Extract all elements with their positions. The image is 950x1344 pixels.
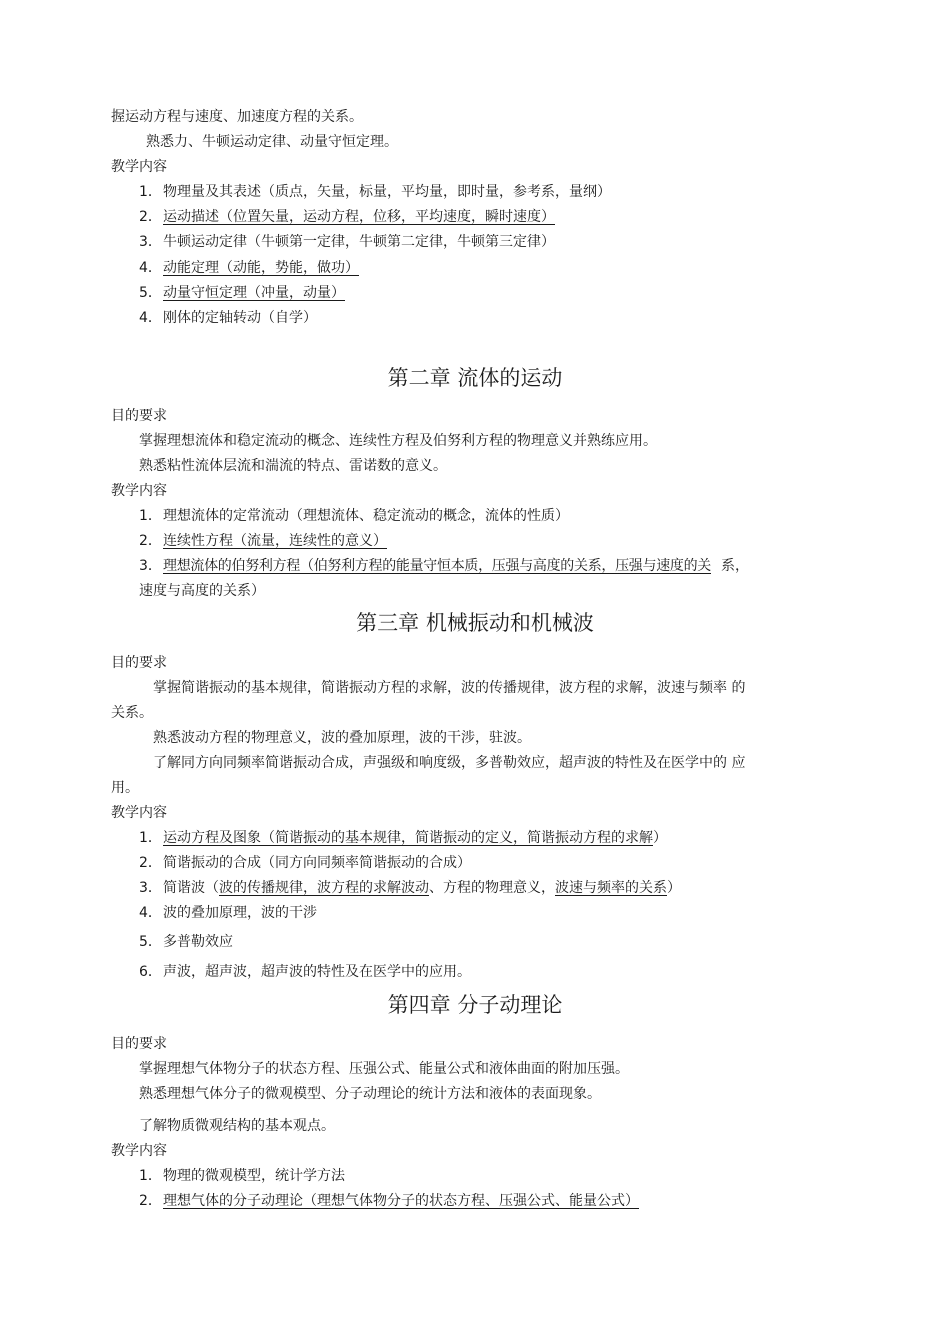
list-number: 2． bbox=[139, 533, 162, 549]
chapter-title: 第三章 机械振动和机械波 bbox=[356, 611, 594, 635]
list-item bbox=[139, 1167, 345, 1185]
list-text-underlined: 波速与频率的关系 bbox=[555, 880, 667, 896]
list-text: 动量守恒定理（冲量，动量） bbox=[163, 285, 345, 301]
list-item bbox=[139, 829, 667, 847]
list-item bbox=[139, 963, 471, 981]
paragraph-line: 掌握理想气体物分子的状态方程、压强公式、能量公式和液体曲面的附加压强。 bbox=[139, 1061, 629, 1077]
paragraph-line: 熟悉理想气体分子的微观模型、分子动理论的统计方法和液体的表面现象。 bbox=[139, 1086, 601, 1102]
paragraph-line: 关系。 bbox=[111, 705, 153, 721]
list-item bbox=[139, 284, 345, 302]
list-number: 5． bbox=[139, 934, 162, 950]
list-text: 、方程的物理意义， bbox=[429, 880, 555, 896]
list-item bbox=[139, 507, 569, 525]
list-number: 4． bbox=[139, 310, 162, 326]
section-heading: 教学内容 bbox=[111, 159, 167, 175]
list-number: 3． bbox=[139, 880, 162, 896]
paragraph-line: 熟悉波动方程的物理意义，波的叠加原理，波的干涉，驻波。 bbox=[153, 730, 531, 746]
paragraph-line: 了解同方向同频率简谐振动合成，声强级和响度级，多普勒效应，超声波的特性及在医学中的 应 bbox=[153, 755, 746, 771]
list-item bbox=[139, 904, 317, 922]
list-text: 简谐振动的合成（同方向同频率简谐振动的合成） bbox=[163, 855, 471, 871]
list-text: 连续性方程（流量，连续性的意义） bbox=[163, 533, 387, 549]
list-number: 2． bbox=[139, 1193, 162, 1209]
paragraph-line: 握运动方程与速度、加速度方程的关系。 bbox=[111, 109, 363, 125]
list-text: 动能定理（动能，势能，做功） bbox=[163, 260, 359, 276]
list-item bbox=[139, 933, 233, 951]
list-text: 波的叠加原理，波的干涉 bbox=[163, 905, 317, 921]
section-heading: 目的要求 bbox=[111, 408, 167, 424]
paragraph-line: 了解物质微观结构的基本观点。 bbox=[139, 1118, 335, 1134]
paragraph-line: 用。 bbox=[111, 780, 139, 796]
list-text: 简谐波（ bbox=[163, 880, 219, 896]
section-heading: 教学内容 bbox=[111, 483, 167, 499]
list-text: 牛顿运动定律（牛顿第一定律，牛顿第二定律，牛顿第三定律） bbox=[163, 234, 555, 250]
list-text: 理想气体的分子动理论（理想气体物分子的状态方程、压强公式、能量公式） bbox=[163, 1193, 639, 1209]
list-number: 3． bbox=[139, 558, 162, 574]
list-text: 物理量及其表述（质点，矢量，标量，平均量，即时量，参考系，量纲） bbox=[163, 184, 611, 200]
list-text-tail: 系， bbox=[721, 558, 749, 574]
list-text: 刚体的定轴转动（自学） bbox=[163, 310, 317, 326]
list-item bbox=[139, 557, 749, 575]
list-text-tail: ） bbox=[653, 830, 667, 846]
list-number: 4． bbox=[139, 905, 162, 921]
paragraph-line: 熟悉力、牛顿运动定律、动量守恒定理。 bbox=[146, 134, 398, 150]
list-text: 运动描述（位置矢量，运动方程，位移，平均速度，瞬时速度） bbox=[163, 209, 555, 225]
list-text: 运动方程及图象（简谐振动的基本规律，简谐振动的定义，简谐振动方程的求解 bbox=[163, 830, 653, 846]
section-heading: 教学内容 bbox=[111, 805, 167, 821]
list-number: 1． bbox=[139, 1168, 162, 1184]
list-text: 声波，超声波，超声波的特性及在医学中的应用。 bbox=[163, 964, 471, 980]
list-number: 2． bbox=[139, 209, 162, 225]
chapter-title: 第二章 流体的运动 bbox=[387, 366, 563, 390]
list-item bbox=[139, 259, 359, 277]
list-item bbox=[139, 233, 555, 251]
list-text: ） bbox=[667, 880, 681, 896]
paragraph-line: 掌握理想流体和稳定流动的概念、连续性方程及伯努利方程的物理意义并熟练应用。 bbox=[139, 433, 657, 449]
section-heading: 目的要求 bbox=[111, 1036, 167, 1052]
list-item bbox=[139, 208, 555, 226]
list-item bbox=[139, 879, 681, 897]
list-number: 1． bbox=[139, 508, 162, 524]
list-item bbox=[139, 1192, 639, 1210]
list-item bbox=[139, 183, 611, 201]
list-text: 多普勒效应 bbox=[163, 934, 233, 950]
list-number: 4． bbox=[139, 260, 162, 276]
list-text: 理想流体的定常流动（理想流体、稳定流动的概念，流体的性质） bbox=[163, 508, 569, 524]
list-number: 5． bbox=[139, 285, 162, 301]
list-item-continuation: 速度与高度的关系） bbox=[139, 583, 265, 599]
list-text: 物理的微观模型，统计学方法 bbox=[163, 1168, 345, 1184]
list-item bbox=[139, 854, 471, 872]
list-number: 1． bbox=[139, 184, 162, 200]
list-number: 1． bbox=[139, 830, 162, 846]
list-number: 6． bbox=[139, 964, 162, 980]
list-text: 理想流体的伯努利方程（伯努利方程的能量守恒本质，压强与高度的关系，压强与速度的关 bbox=[163, 558, 711, 574]
paragraph-line: 掌握简谐振动的基本规律，简谐振动方程的求解，波的传播规律，波方程的求解，波速与频率 的 bbox=[153, 680, 746, 696]
chapter-title: 第四章 分子动理论 bbox=[387, 993, 563, 1017]
paragraph-line: 熟悉粘性流体层流和湍流的特点、雷诺数的意义。 bbox=[139, 458, 447, 474]
list-item bbox=[139, 309, 317, 327]
list-text-underlined: 波的传播规律，波方程的求解波动 bbox=[219, 880, 429, 896]
list-number: 2． bbox=[139, 855, 162, 871]
list-number: 3． bbox=[139, 234, 162, 250]
list-item bbox=[139, 532, 387, 550]
section-heading: 目的要求 bbox=[111, 655, 167, 671]
section-heading: 教学内容 bbox=[111, 1143, 167, 1159]
